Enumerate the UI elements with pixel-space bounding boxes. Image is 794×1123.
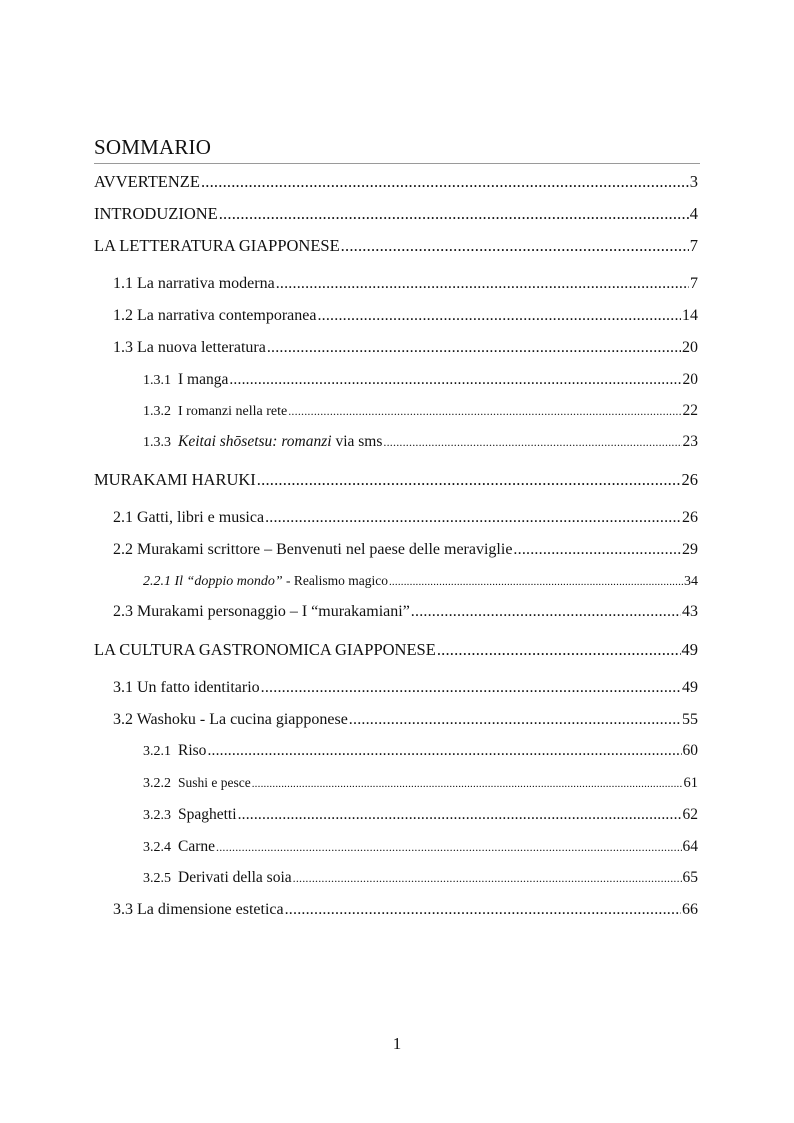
toc-entry-label: 3.1 Un fatto identitario <box>113 679 260 696</box>
toc-entry-avvertenze[interactable] <box>94 171 698 193</box>
toc-entry-number: 1.3.1 <box>143 373 171 388</box>
toc-entry-page: 66 <box>682 901 698 918</box>
dot-leader <box>229 369 681 391</box>
toc-entry-page: 14 <box>682 307 698 324</box>
page-number: 1 <box>392 1034 402 1053</box>
toc-entry-label: Sushi e pesce <box>178 775 251 790</box>
dot-leader <box>389 571 683 593</box>
toc-entry-3-2-2[interactable] <box>143 772 698 794</box>
toc-entry-2-1[interactable] <box>113 507 698 529</box>
toc-entry-label: 1.1 La narrativa moderna <box>113 275 275 292</box>
dot-leader <box>349 709 681 731</box>
dot-leader <box>437 639 681 661</box>
toc-entry-label: 3.2 Washoku - La cucina giapponese <box>113 711 348 728</box>
toc-entry-label: LA CULTURA GASTRONOMICA GIAPPONESE <box>94 640 436 659</box>
toc-entry-page: 65 <box>682 869 698 886</box>
toc-entry-label: INTRODUZIONE <box>94 204 218 223</box>
toc-entry-3-3[interactable] <box>113 899 698 921</box>
toc-entry-label: 2.1 Gatti, libri e musica <box>113 509 265 526</box>
dot-leader <box>288 400 681 422</box>
dot-leader <box>383 431 681 453</box>
dot-leader <box>411 601 681 623</box>
toc-entry-label: 2.3 Murakami personaggio – I “murakamiani” <box>113 603 410 620</box>
toc-entry-1-3-3[interactable] <box>143 431 698 453</box>
toc-entry-label-rest: - Realismo magico <box>282 573 388 588</box>
toc-entry-1-2[interactable] <box>113 305 698 327</box>
toc-entry-3-2-5[interactable] <box>143 867 698 889</box>
toc-entry-page: 43 <box>682 603 698 620</box>
toc-entry-label: LA LETTERATURA GIAPPONESE <box>94 236 340 255</box>
toc-entry-number: 1.3.2 <box>143 404 171 419</box>
dot-leader <box>257 469 681 491</box>
dot-leader <box>317 305 681 327</box>
toc-entry-page: 3 <box>689 172 698 191</box>
toc-entry-number: 3.2.4 <box>143 840 171 855</box>
dot-leader <box>265 507 681 529</box>
toc-entry-label: Riso <box>178 742 207 759</box>
dot-leader <box>261 677 681 699</box>
toc-entry-page: 4 <box>689 204 698 223</box>
toc-entry-page: 34 <box>684 574 698 589</box>
toc-entry-label: Carne <box>178 838 216 855</box>
toc-entry-page: 49 <box>681 640 698 659</box>
toc-entry-label: 2.2 Murakami scrittore – Benvenuti nel paese delle meraviglie <box>113 541 513 558</box>
dot-leader <box>216 836 681 858</box>
dot-leader <box>207 740 681 762</box>
toc-entry-label: I manga <box>178 371 229 388</box>
toc-entry-label: Derivati della soia <box>178 869 292 886</box>
toc-entry-1-3-1[interactable] <box>143 369 698 391</box>
toc-entry-number: 3.2.1 <box>143 744 171 759</box>
toc-entry-label: Spaghetti <box>178 806 237 823</box>
toc-entry-cultura-gastronomica[interactable] <box>94 639 698 661</box>
toc-entry-page: 55 <box>682 711 698 728</box>
toc-entry-2-2[interactable] <box>113 539 698 561</box>
toc-entry-page: 20 <box>682 371 698 388</box>
toc-entry-page: 22 <box>682 402 698 419</box>
toc-entry-label-italic: Keitai shōsetsu: romanzi <box>178 433 332 450</box>
toc-entry-number: 1.3.3 <box>143 435 171 450</box>
toc-entry-1-1[interactable] <box>113 273 698 295</box>
toc-entry-label-rest: via sms <box>331 433 383 450</box>
dot-leader <box>285 899 681 921</box>
toc-entry-page: 29 <box>682 541 698 558</box>
toc-entry-1-3[interactable] <box>113 337 698 359</box>
toc-entry-page: 20 <box>682 339 698 356</box>
dot-leader <box>276 273 689 295</box>
toc-entry-number: 3.2.3 <box>143 808 171 823</box>
dot-leader <box>293 867 682 889</box>
dot-leader <box>341 235 689 257</box>
toc-entry-page: 7 <box>689 236 698 255</box>
toc-entry-2-2-1[interactable] <box>143 570 698 592</box>
toc-entry-label: 1.2 La narrativa contemporanea <box>113 307 317 324</box>
toc-entry-page: 62 <box>682 806 698 823</box>
toc-entry-number: 3.2.5 <box>143 871 171 886</box>
toc-entry-3-1[interactable] <box>113 677 698 699</box>
toc-entry-3-2-3[interactable] <box>143 804 698 826</box>
toc-entry-2-3[interactable] <box>113 601 698 623</box>
toc-entry-page: 26 <box>681 470 698 489</box>
toc-entry-murakami-haruki[interactable] <box>94 469 698 491</box>
dot-leader <box>201 171 689 193</box>
dot-leader <box>219 203 689 225</box>
toc-entry-1-3-2[interactable] <box>143 400 698 422</box>
toc-entry-page: 26 <box>682 509 698 526</box>
toc-entry-page: 7 <box>690 275 698 292</box>
page-title: SOMMARIO <box>94 135 212 159</box>
toc-entry-3-2[interactable] <box>113 709 698 731</box>
dot-leader <box>267 337 681 359</box>
toc-entry-label: 3.3 La dimensione estetica <box>113 901 284 918</box>
dot-leader <box>238 804 682 826</box>
toc-entry-3-2-4[interactable] <box>143 836 698 858</box>
toc-entry-page: 23 <box>682 433 698 450</box>
toc-entry-label: I romanzi nella rete <box>178 404 288 419</box>
toc-entry-page: 60 <box>682 742 698 759</box>
toc-entry-label-italic: 2.2.1 Il “doppio mondo” <box>143 574 283 589</box>
toc-entry-introduzione[interactable] <box>94 203 698 225</box>
toc-entry-3-2-1[interactable] <box>143 740 698 762</box>
title-divider <box>94 163 700 164</box>
dot-leader <box>252 773 683 795</box>
toc-entry-label: MURAKAMI HARUKI <box>94 470 256 489</box>
toc-entry-page: 61 <box>683 775 698 791</box>
toc-entry-label: 1.3 La nuova letteratura <box>113 339 266 356</box>
dot-leader <box>513 539 681 561</box>
toc-entry-page: 49 <box>682 679 698 696</box>
toc-entry-letteratura-giapponese[interactable] <box>94 235 698 257</box>
toc-entry-label: AVVERTENZE <box>94 172 200 191</box>
toc-entry-page: 64 <box>682 838 698 855</box>
toc-entry-number: 3.2.2 <box>143 776 171 791</box>
